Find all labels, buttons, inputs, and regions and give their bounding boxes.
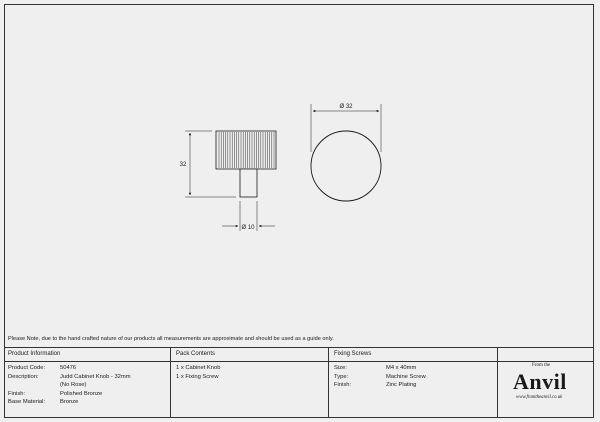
divider-top	[4, 347, 594, 348]
fixing-screws-labels	[334, 364, 351, 390]
description-label-cont	[8, 381, 45, 390]
product-info-labels	[8, 364, 45, 407]
pack-item: 1 x Cabinet Knob	[176, 365, 221, 371]
knob-head-outline	[216, 131, 276, 169]
logo-url: www.fromtheanvil.co.uk	[516, 395, 563, 400]
base-material-label: Base Material:	[8, 399, 46, 406]
pack-item: 1 x Fixing Screw	[176, 373, 219, 380]
product-info-heading: Product Information	[8, 351, 61, 357]
column-divider-2	[328, 347, 329, 418]
product-info-values	[60, 364, 131, 407]
measurement-note: Please Note, due to the hand crafted nature of our products all measurements are approximate and should be used as a guide only.	[8, 336, 334, 342]
screw-type-label: Type:	[334, 373, 349, 380]
base-material-value: Bronze	[60, 399, 79, 406]
screw-finish-value: Zinc Plating	[386, 382, 417, 389]
product-code-value: 50476	[60, 365, 77, 371]
logo-brand: Anvil	[513, 369, 567, 394]
screw-size-value: M4 x 40mm	[386, 365, 417, 371]
logo-from-the: From the	[532, 363, 551, 368]
dim-diameter-label: Ø 32	[339, 104, 353, 110]
knob-front-view	[311, 131, 381, 201]
screw-finish-label: Finish:	[334, 382, 352, 389]
dim-stem-label: Ø 10	[241, 225, 255, 231]
description-label: Description:	[8, 373, 39, 380]
knob-side-view	[216, 131, 276, 197]
description-value: Judd Cabinet Knob - 32mm	[60, 373, 131, 380]
screw-type-value: Machine Screw	[386, 373, 426, 380]
pack-contents-list	[176, 364, 220, 381]
fixing-screws-values	[386, 364, 426, 390]
finish-value: Polished Bronze	[60, 390, 103, 397]
description-value-cont: (No Rose)	[60, 382, 87, 389]
from-the-anvil-logo	[504, 360, 590, 416]
screw-size-label: Size:	[334, 365, 347, 371]
dim-height-label: 32	[179, 162, 187, 168]
knob-stem	[240, 169, 257, 197]
finish-label: Finish:	[8, 390, 26, 397]
column-divider-3	[497, 347, 498, 418]
fixing-screws-heading: Fixing Screws	[334, 351, 372, 357]
column-divider-1	[170, 347, 171, 418]
pack-contents-heading: Pack Contents	[176, 351, 216, 357]
product-code-label: Product Code:	[8, 365, 46, 371]
